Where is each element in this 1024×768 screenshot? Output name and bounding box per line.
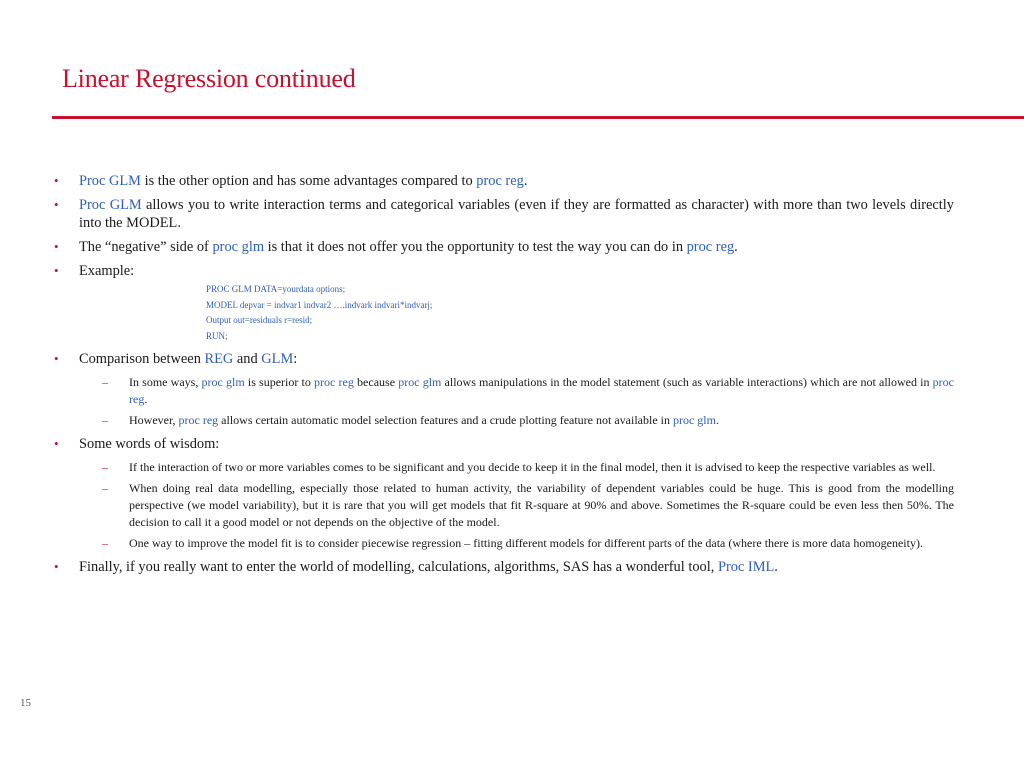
bullet-text: is that it does not offer you the opportunity to test the way you can do in [264, 239, 687, 255]
bullet-negative-side [52, 238, 954, 256]
keyword: Proc IML [717, 559, 775, 575]
bullet-proc-iml [52, 558, 954, 576]
bullet-text: . [523, 173, 528, 189]
bullet-text: Example: [79, 263, 135, 279]
bullet-text: The “negative” side of [79, 239, 213, 255]
bullet-text: When doing real data modelling, especially those related to human activity, the variability of dependent variables could be huge. This is good from the modelling perspective (we model variability), but it is rare that you will get models that fit R-square at 90% and above. Sometimes the R-square could be even less then 50%. The decision to call it a good model or not depends on the objective of the model. [129, 481, 954, 529]
keyword: proc glm [672, 413, 716, 427]
bullet-proc-glm-option [52, 172, 954, 190]
bullet-icon: • [54, 173, 59, 188]
bullet-icon: • [54, 239, 59, 254]
bullet-icon: • [54, 263, 59, 278]
keyword: proc reg [476, 173, 524, 189]
page-number: 15 [20, 697, 31, 709]
keyword: Proc GLM [79, 173, 141, 189]
keyword: proc glm [398, 375, 442, 389]
bullet-icon: • [54, 436, 59, 451]
keyword: REG [204, 351, 234, 367]
bullet-text: and [233, 351, 262, 367]
dash-icon: – [102, 375, 108, 389]
bullet-text: Comparison between [79, 351, 205, 367]
bullet-text: is superior to [244, 375, 315, 389]
keyword: GLM [261, 351, 294, 367]
bullet-text: . [774, 559, 778, 575]
bullet-text: is the other option and has some advantages compared to [140, 173, 477, 189]
code-example [52, 282, 954, 344]
keyword: Proc GLM [79, 197, 142, 213]
sub-bullet-reg-features [52, 412, 954, 429]
bullet-example [52, 262, 954, 280]
bullet-text: Finally, if you really want to enter the world of modelling, calculations, algorithms, SAS has a wonderful tool, [79, 559, 718, 575]
dash-icon: – [102, 481, 108, 495]
keyword: proc reg [178, 413, 219, 427]
bullet-text: . [734, 239, 738, 255]
bullet-text: In some ways, [129, 375, 202, 389]
bullet-text: Some words of wisdom: [79, 436, 220, 452]
bullet-text: One way to improve the model fit is to consider piecewise regression – fitting different models for different parts of the data (where there is more data homogeneity). [129, 536, 923, 550]
dash-icon: – [102, 460, 108, 474]
dash-icon: – [102, 413, 108, 427]
bullet-text: . [715, 413, 719, 427]
bullet-icon: • [54, 197, 59, 212]
bullet-text: allows manipulations in the model statement (such as variable interactions) which are not allowed in [441, 375, 933, 389]
slide-content [52, 172, 954, 582]
bullet-words-of-wisdom [52, 435, 954, 453]
keyword: proc reg [686, 239, 735, 255]
code-line: PROC GLM DATA=yourdata options; [206, 284, 346, 294]
sub-bullet-glm-superior [52, 374, 954, 408]
title-divider [52, 116, 1024, 119]
code-line: MODEL depvar = indvar1 indvar2 ….indvark indvari*indvarj; [206, 299, 433, 310]
sub-bullet-piecewise [52, 535, 954, 552]
dash-icon: – [102, 536, 108, 550]
keyword: proc reg [314, 375, 354, 389]
sub-bullet-interaction-advice [52, 459, 954, 476]
bullet-text: . [144, 392, 148, 406]
bullet-interaction-terms [52, 196, 954, 232]
keyword: proc glm [201, 375, 245, 389]
bullet-text: because [353, 375, 399, 389]
bullet-icon: • [54, 559, 59, 574]
bullet-text: : [293, 351, 298, 367]
keyword: proc glm [212, 239, 265, 255]
bullet-text: However, [129, 413, 179, 427]
sub-bullet-real-data [52, 480, 954, 531]
bullet-icon: • [54, 351, 59, 366]
code-line: RUN; [206, 330, 228, 341]
bullet-text: allows certain automatic model selection features and a crude plotting feature not available in [218, 413, 673, 427]
slide-title: Linear Regression continued [62, 64, 356, 93]
bullet-text: allows you to write interaction terms and categorical variables (even if they are formatted as character) with more than two levels directly into the MODEL. [79, 197, 954, 231]
keyword: proc reg [129, 375, 954, 406]
bullet-comparison [52, 350, 954, 368]
bullet-text: If the interaction of two or more variables comes to be significant and you decide to keep it in the final model, then it is advised to keep the respective variables as well. [129, 460, 936, 474]
code-line: Output out=residuals r=resid; [206, 315, 313, 325]
